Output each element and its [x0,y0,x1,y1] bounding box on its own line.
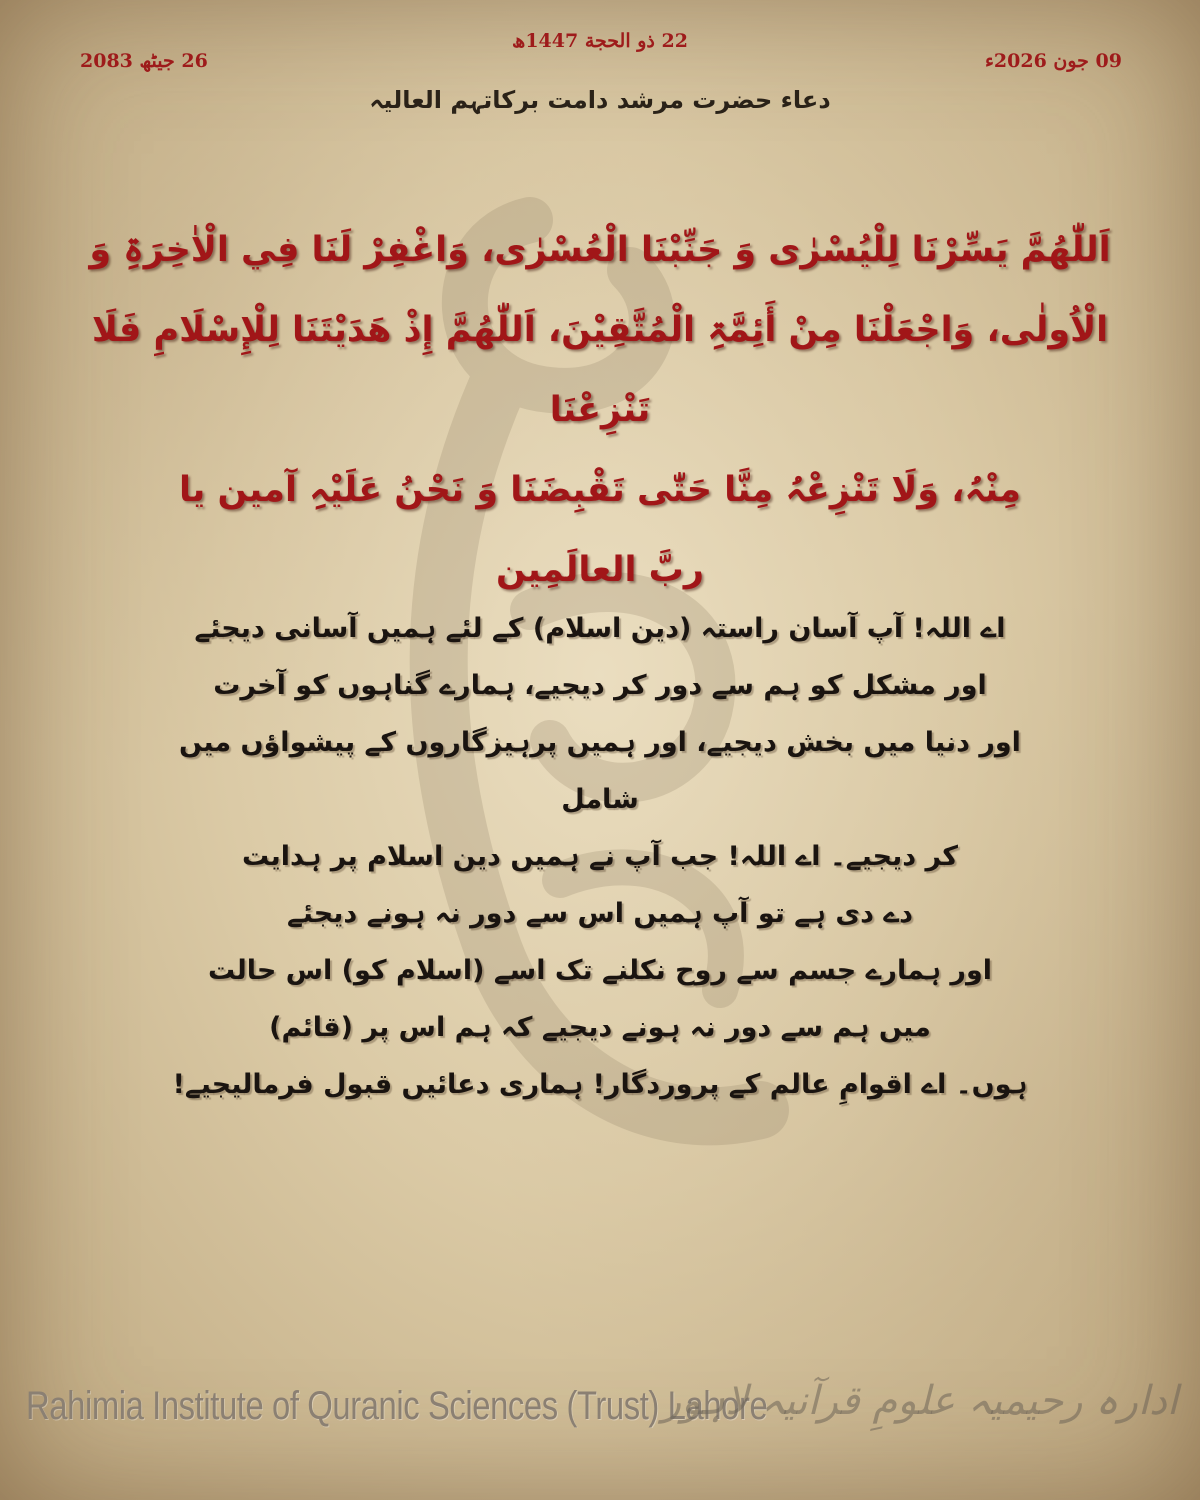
footer [0,1372,1200,1462]
urdu-translation-line: ہوں۔ اے اقوامِ عالم کے پروردگار! ہماری دعائیں قبول فرمالیجیے! [172,1069,1028,1100]
urdu-translation-line: اور دنیا میں بخش دیجیے، اور ہمیں پرہیزگاروں کے پیشواؤں میں شامل [179,727,1021,815]
institute-logo-urdu: ادارہ رحیمیہ علومِ قرآنیہ لاہور [661,1378,1178,1424]
bikrami-date: 26 جیٹھ 2083 [80,50,208,72]
urdu-translation-line: کر دیجیے۔ اے اللہ! جب آپ نے ہمیں دین اسلام پر ہدایت [242,841,958,872]
arabic-dua-line: ربَّ العالَمِین [496,550,704,590]
urdu-translation-line: اے اللہ! آپ آسان راستہ (دین اسلام) کے لئے ہمیں آسانی دیجئے [194,613,1006,644]
urdu-translation-line: اور مشکل کو ہم سے دور کر دیجیے، ہمارے گناہوں کو آخرت [213,670,987,701]
institute-name-english: Rahimia Institute of Quranic Sciences (Trust) Lahore [26,1384,768,1428]
gregorian-date: 09 جون 2026ء [984,50,1122,72]
arabic-dua [70,210,1130,610]
arabic-dua-line: الْاُولٰی، وَاجْعَلْنَا مِنْ أَئِمَّۃِ الْمُتَّقِیْنَ، اَللّٰھُمَّ إِذْ ھَدَیْتَنَا لِلْإِسْلَامِ فَلَا تَنْزِعْنَا [91,310,1109,430]
arabic-dua-line: مِنْہُ، وَلَا تَنْزِعْہُ مِنَّا حَتّٰی تَقْبِضَنَا وَ نَحْنُ عَلَیْہِ آمین یا [179,470,1021,510]
urdu-translation-line: میں ہم سے دور نہ ہونے دیجیے کہ ہم اس پر (قائم) [269,1012,931,1043]
urdu-translation [140,600,1060,1113]
hijri-date: 22 ذو الحجة 1447ھ [512,30,688,52]
urdu-translation-line: دے دی ہے تو آپ ہمیں اس سے دور نہ ہونے دیجئے [286,898,914,929]
urdu-translation-line: اور ہمارے جسم سے روح نکلنے تک اسے (اسلام کو) اس حالت [207,955,992,986]
arabic-dua-line: اَللّٰھُمَّ یَسِّرْنَا لِلْیُسْرٰی وَ جَنِّبْنَا الْعُسْرٰی، وَاغْفِرْ لَنَا فِي الْاٰخِرَۃِ وَ [89,230,1111,270]
page-title: دعاء حضرت مرشد دامت برکاتہم العالیہ [369,86,831,114]
